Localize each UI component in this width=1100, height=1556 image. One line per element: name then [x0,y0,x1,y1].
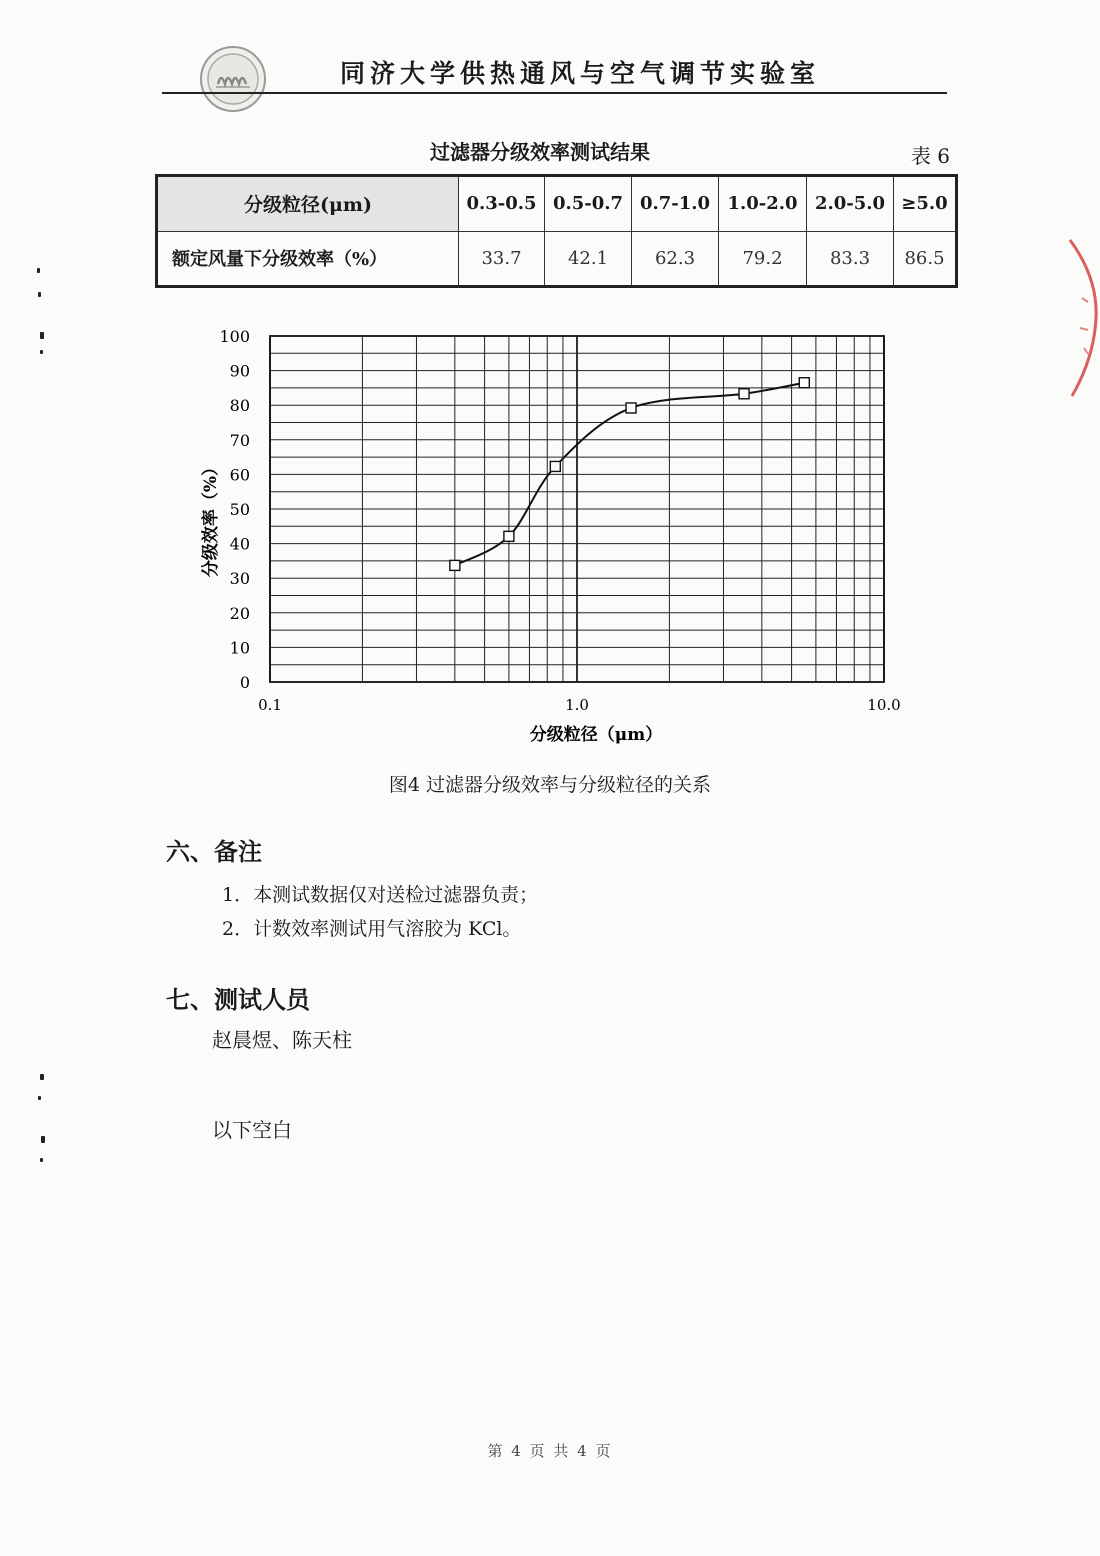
y-tick-label: 60 [229,465,250,485]
header-rule [162,92,947,94]
binding-mark [38,292,41,297]
note-item: 2．计数效率测试用气溶胶为 KCl。 [222,918,522,940]
size-row-header: 分级粒径(μm) [157,176,459,232]
x-tick-label: 10.0 [867,696,901,714]
binding-mark [40,1158,43,1162]
efficiency-cell: 83.3 [807,231,894,287]
efficiency-chart [190,318,930,758]
table-title: 过滤器分级效率测试结果 [430,140,650,164]
y-tick-label: 10 [229,638,250,658]
y-tick-label: 50 [229,500,250,519]
data-point [550,461,560,471]
x-tick-label: 0.1 [258,696,282,714]
x-axis-label: 分级粒径（μm） [529,725,663,745]
efficiency-cell: 42.1 [545,231,632,287]
table-data-row [157,231,957,287]
y-tick-label: 20 [229,603,250,623]
efficiency-cell: 33.7 [459,231,545,287]
binding-mark [38,1096,41,1100]
chart-grid [270,336,884,682]
personnel-names: 赵晨煜、陈天柱 [212,1028,352,1052]
binding-mark [37,268,40,273]
note-item: 1．本测试数据仅对送检过滤器负责； [222,884,539,906]
y-axis-label: 分级效率（%） [201,458,221,578]
binding-mark [40,332,44,339]
size-range-cell: 1.0-2.0 [719,176,807,232]
binding-mark [41,1136,45,1143]
table-header-row [157,176,957,232]
data-point [504,531,514,541]
institution-name: 同济大学供热通风与空气调节实验室 [339,59,820,88]
y-tick-label: 100 [219,327,250,346]
binding-mark [40,1074,44,1080]
notes-heading: 六、备注 [166,837,262,866]
x-tick-labels [258,696,901,714]
binding-mark [40,350,43,354]
figure-caption: 图4 过滤器分级效率与分级粒径的关系 [388,774,712,796]
y-tick-label: 40 [229,534,250,554]
y-tick-label: 90 [229,361,250,381]
size-range-cell: 0.5-0.7 [545,176,632,232]
size-range-cell: ≥5.0 [894,176,957,232]
data-point [626,403,636,413]
y-tick-label: 70 [229,430,250,450]
table-number: 表 6 [910,144,950,168]
y-tick-labels [219,327,250,692]
y-tick-label: 80 [229,396,250,416]
efficiency-table [155,174,958,288]
size-range-cell: 0.7-1.0 [632,176,719,232]
size-range-cell: 0.3-0.5 [459,176,545,232]
institution-logo [198,44,268,114]
data-point [739,389,749,399]
size-range-cell: 2.0-5.0 [807,176,894,232]
blank-below-mark: 以下空白 [212,1118,292,1142]
data-point [799,378,809,388]
efficiency-cell: 86.5 [894,231,957,287]
efficiency-row-header: 额定风量下分级效率（%） [157,231,459,287]
y-tick-label: 30 [229,569,250,589]
page-number: 第 4 页 共 4 页 [487,1442,613,1460]
efficiency-cell: 62.3 [632,231,719,287]
y-tick-label: 0 [239,673,250,692]
seal-edge [1062,238,1100,398]
x-tick-label: 1.0 [565,696,589,714]
efficiency-cell: 79.2 [719,231,807,287]
personnel-heading: 七、测试人员 [166,985,310,1014]
data-point [450,560,460,570]
